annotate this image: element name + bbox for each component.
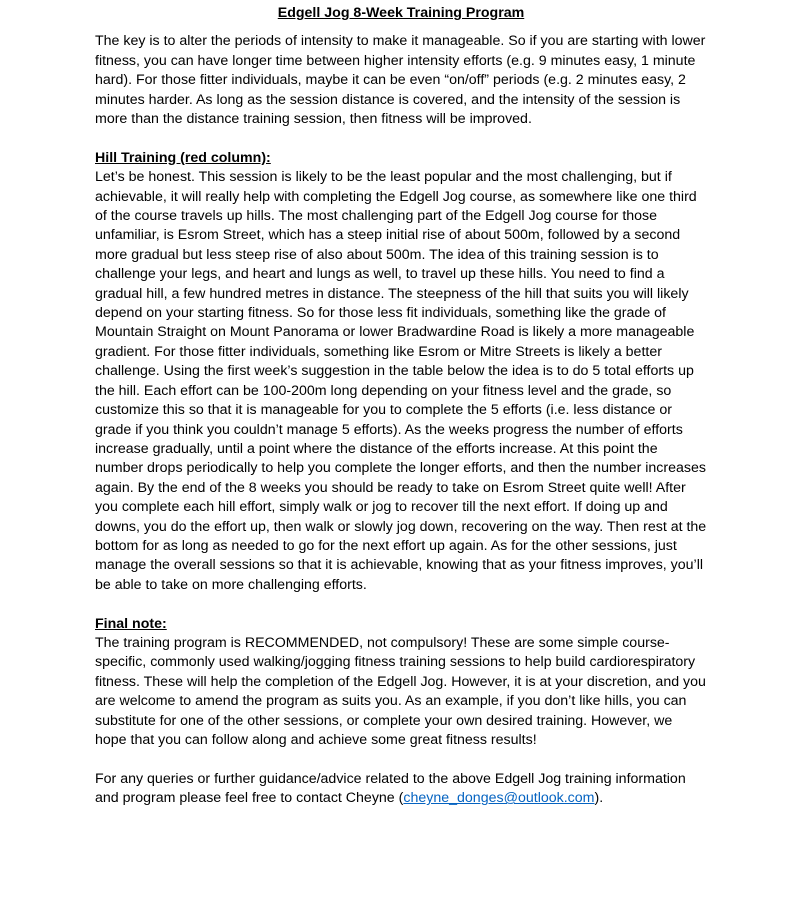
contact-text: For any queries or further guidance/advice related to the above Edgell Jog training information and program please feel free to contact Cheyne bbox=[95, 770, 686, 807]
hill-training-paragraph: Let’s be honest. This session is likely to be the least popular and the most challenging, but if achievable, it will really help with completing the Edgell Jog course, as somewhere like one third of the course travels up hills. The most challenging part of the Edgell Jog course for those unfamiliar, is Esrom Street, which has a steep initial rise of about 500m, followed by a second more gradual but less steep rise of also about 500m. The idea of this training session is to challenge your legs, and heart and lungs as well, to travel up these hills. You need to find a gradual hill, a few hundred metres in distance. The steepness of the hill that suits you will likely depend on your starting fitness. So for those less fit individuals, something like the grade of Mountain Straight on Mount Panorama or lower Bradwardine Road is likely a more manageable gradient. For those fitter individuals, something like Esrom or Mitre Streets is likely a better challenge. Using the first week’s suggestion in the table below the idea is to do 5 total efforts up the hill. Each effort can be 100-200m long depending on your fitness level and the grade, so customize this so that it is manageable for you to complete the 5 efforts (i.e. less distance or grade if you think you couldn’t manage 5 efforts). As the weeks progress the number of efforts increase gradually, until a point where the distance of the efforts increase. At this point the number drops periodically to help you complete the longer efforts, and then the number increases again. By the end of the 8 weeks you should be ready to take on Esrom Street quite well! After you complete each hill effort, simply walk or jog to recover till the next effort. If doing up and downs, you do the effort up, then walk or slowly jog down, recovering on the way. Then rest at the bottom for as long as needed to go for the next effort up again. As for the other sessions, just manage the overall sessions so that it is achievable, knowing that as your fitness improves, you’ll be able to take on more challenging efforts. bbox=[95, 169, 707, 593]
contact-close-paren: ). bbox=[594, 790, 604, 807]
intro-paragraph: The key is to alter the periods of intensity to make it manageable. So if you are starting with lower fitness, you can have longer time between higher intensity efforts (e.g. 9 minutes easy, 1 minute hard). For those fitter individuals, maybe it can be even “on/off” periods (e.g. 2 minutes easy, 2 minutes harder. As long as the session distance is covered, and the intensity of the session is more than the distance training session, then fitness will be improved. bbox=[95, 33, 706, 128]
contact-open-paren: ( bbox=[398, 790, 404, 807]
contact-email-link[interactable]: cheyne_donges@outlook.com bbox=[403, 790, 595, 807]
paragraph-spacer bbox=[95, 129, 707, 148]
hill-training-heading: Hill Training (red column): bbox=[95, 149, 271, 166]
final-note-paragraph: The training program is RECOMMENDED, not compulsory! These are some simple course-specific, commonly used walking/jogging fitness training sessions to help build cardiorespiratory fitness. These will help the completion of the Edgell Jog. However, it is at your discretion, and you are welcome to amend the program as suits you. As an example, if you don’t like hills, you can substitute for one of the other sessions, or complete your own desired training. However, we hope that you can follow along and achieve some great fitness results! bbox=[95, 634, 706, 748]
final-note-heading: Final note: bbox=[95, 615, 167, 632]
document-title: Edgell Jog 8-Week Training Program bbox=[277, 5, 525, 21]
paragraph-spacer bbox=[95, 595, 707, 614]
contact-paragraph bbox=[95, 770, 707, 809]
document-page bbox=[95, 4, 707, 809]
paragraph-spacer bbox=[95, 750, 707, 769]
